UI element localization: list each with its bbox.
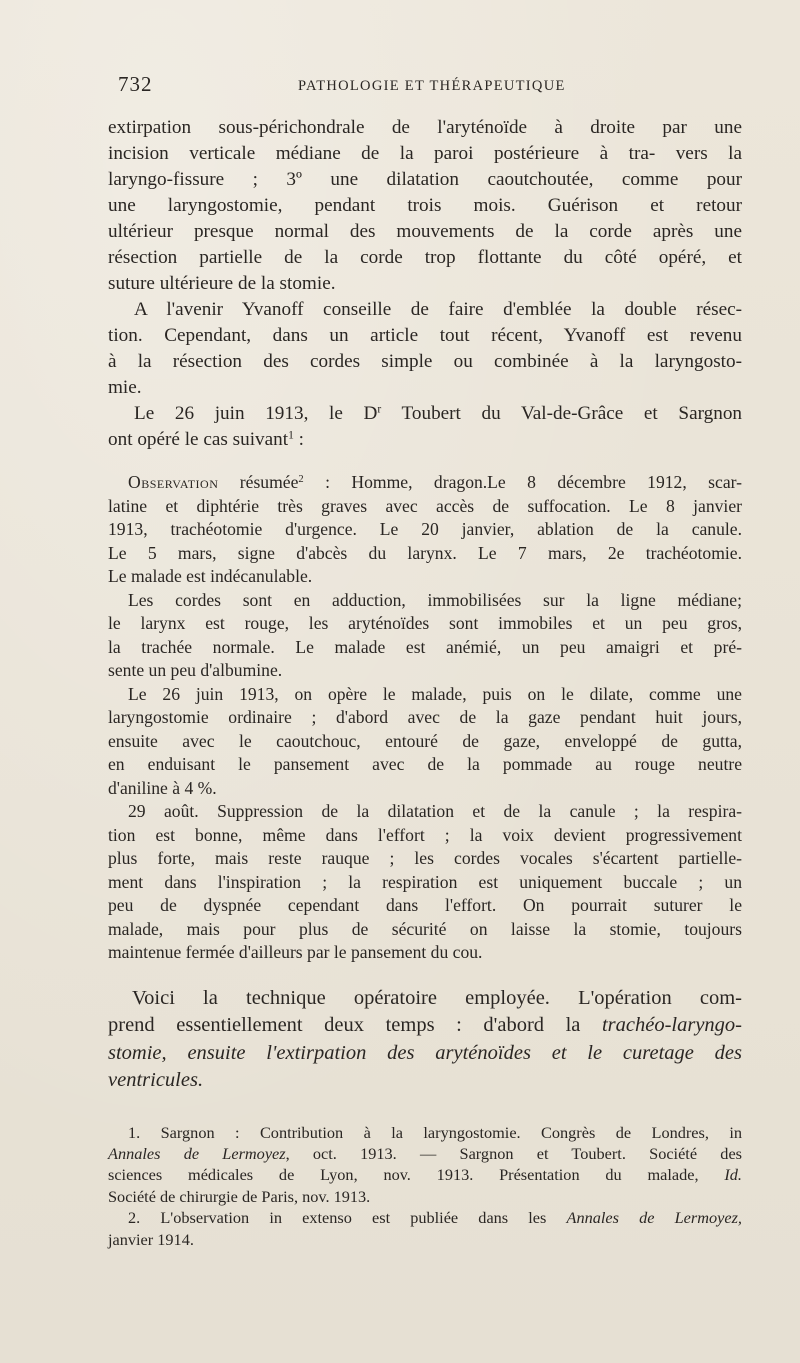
text-span: : (293, 429, 304, 450)
superscript: r (377, 403, 382, 416)
text-span: Le 26 juin 1913, le D (134, 403, 378, 424)
running-title: PATHOLOGIE ET THÉRAPEUTIQUE (298, 78, 566, 94)
text-line: 29 août. Suppression de la dilatation et de la canule ; la respira- (128, 801, 742, 821)
paragraph-toubert (108, 401, 742, 453)
text-line: ment dans l'inspiration ; la respiration est uniquement buccale ; un (108, 871, 742, 892)
text-span: sciences médicales de Lyon, nov. 1913. Présentation du malade, (108, 1165, 725, 1185)
paragraph-technique (108, 985, 742, 1095)
text-line: le larynx est rouge, les aryténoïdes sont immobiles et un peu gros, (108, 613, 742, 633)
footnote-line (108, 1207, 742, 1228)
text-line: ultérieur presque normal des mouvements de la corde après une (108, 221, 742, 242)
text-line: 1913, trachéotomie d'urgence. Le 20 janvier, ablation de la canule. (108, 519, 742, 539)
text-span: résumée (218, 472, 299, 492)
text-line: latine et diphtérie très graves avec accès de suffocation. Le 8 janvier (108, 495, 742, 516)
page-header (118, 72, 758, 102)
text-line: Les cordes sont en adduction, immobilisées sur la ligne médiane; (128, 589, 742, 610)
page-number: 732 (118, 72, 153, 96)
footnote-line (108, 1164, 742, 1185)
text-line: Le malade est indécanulable. (108, 566, 313, 586)
text-line (108, 471, 742, 495)
text-line: une laryngostomie, pendant trois mois. Guérison et retour (108, 195, 742, 216)
italic-span: trachéo-laryngo- (601, 1014, 742, 1036)
observation-block (108, 471, 742, 965)
text-span: , oct. 1913. — Sargnon et Toubert. Société des (285, 1143, 743, 1163)
text-span: Toubert du Val-de-Grâce et Sargnon (381, 403, 743, 424)
footnote-ref: 2 (298, 474, 304, 486)
text-line: en enduisant le pansement avec de la pommade au rouge neutre (108, 754, 742, 774)
text-line: incision verticale médiane de la paroi postérieure à tra- vers la (108, 143, 742, 164)
footnote-line (108, 1143, 742, 1164)
text-line: ensuite avec le caoutchouc, entouré de gaze, enveloppé de gutta, (108, 730, 742, 751)
footnotes (108, 1122, 742, 1250)
body-text (108, 115, 742, 1250)
text-line: suture ultérieure de la stomie. (108, 273, 336, 294)
paragraph-yvanoff (108, 297, 742, 401)
text-line: d'aniline à 4 %. (108, 777, 217, 798)
footnote-line: 1. Sargnon : Contribution à la laryngostomie. Congrès de Londres, in (128, 1122, 742, 1142)
text-line: Le 5 mars, signe d'abcès du larynx. Le 7 mars, 2e trachéotomie. (108, 542, 742, 563)
text-span: 2. L'observation in extenso est publiée dans les (128, 1208, 567, 1228)
text-line: maintenue fermée d'ailleurs par le pansement du cou. (108, 942, 483, 962)
text-line (108, 427, 742, 453)
observation-heading: Observation (128, 472, 219, 492)
text-line: peu de dyspnée cependant dans l'effort. On pourrait suturer le (108, 895, 742, 915)
text-line: résection partielle de la corde trop flottante du côté opéré, et (108, 247, 742, 268)
italic-span: Annales de Lermoyez (108, 1143, 286, 1163)
text-line: stomie, ensuite l'extirpation des aryténoïdes et le curetage des (108, 1041, 742, 1064)
text-line: plus forte, mais reste rauque ; les cordes vocales s'écartent partielle- (108, 848, 742, 868)
italic-span: Id. (724, 1165, 742, 1185)
text-line: malade, mais pour plus de sécurité on laisse la stomie, toujours (108, 918, 742, 939)
footnote-line: Société de chirurgie de Paris, nov. 1913. (108, 1186, 371, 1206)
paragraph-extirpation (108, 115, 742, 297)
text-line: à la résection des cordes simple ou combinée à la laryngosto- (108, 351, 742, 372)
text-line: mie. (108, 377, 142, 398)
text-line: extirpation sous-périchondrale de l'aryténoïde à droite par une (108, 117, 742, 138)
text-line (108, 401, 742, 427)
text-line: tion. Cependant, dans un article tout récent, Yvanoff est revenu (108, 325, 742, 346)
text-span: prend essentiellement deux temps : d'abord la (108, 1014, 602, 1036)
text-span: : Homme, dragon.Le 8 décembre 1912, scar- (303, 472, 743, 492)
text-line: sente un peu d'albumine. (108, 660, 283, 680)
text-line: la trachée normale. Le malade est anémié, un peu amaigri et pré- (108, 636, 742, 657)
footnote-line: janvier 1914. (108, 1229, 194, 1249)
text-line: laryngo-fissure ; 3º une dilatation caoutchoutée, comme pour (108, 169, 742, 190)
italic-span: Annales de Lermoyez, (566, 1208, 742, 1228)
text-span: ont opéré le cas suivant (108, 429, 289, 450)
text-line: A l'avenir Yvanoff conseille de faire d'emblée la double résec- (134, 299, 742, 320)
text-line: tion est bonne, même dans l'effort ; la voix devient progressivement (108, 824, 742, 845)
text-line (108, 1012, 742, 1040)
text-line: Voici la technique opératoire employée. L'opération com- (132, 986, 742, 1009)
text-line: Le 26 juin 1913, on opère le malade, puis on le dilate, comme une (128, 683, 742, 704)
text-line: laryngostomie ordinaire ; d'abord avec de la gaze pendant huit jours, (108, 707, 742, 727)
text-line: ventricules. (108, 1069, 204, 1091)
footnote-ref: 1 (288, 429, 294, 442)
